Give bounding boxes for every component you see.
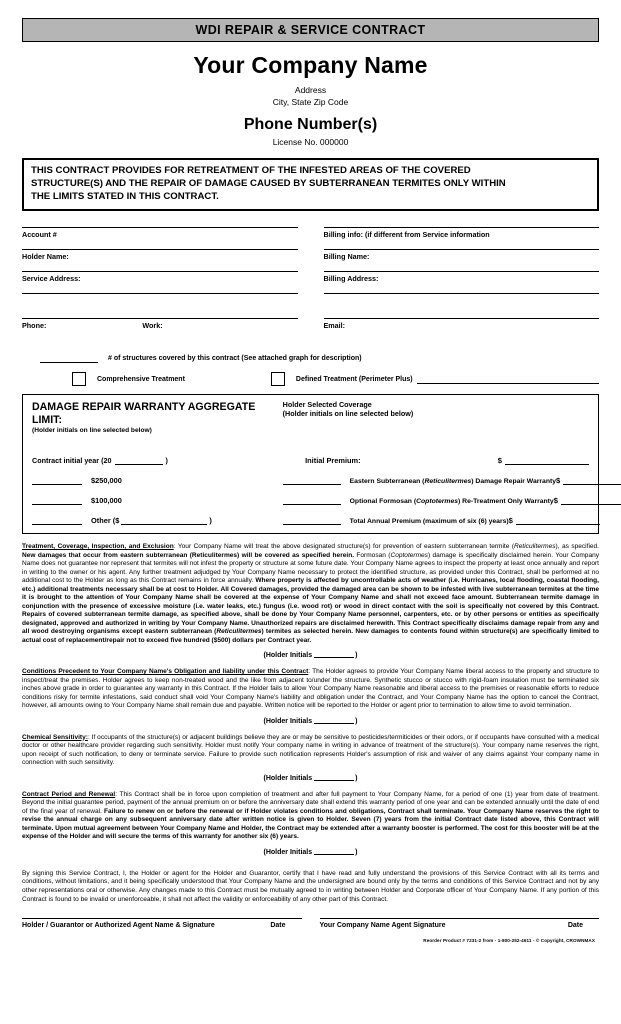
field-email[interactable] [324,318,600,330]
field-billing-info[interactable] [324,227,600,239]
notice-line-2: STRUCTURE(S) AND THE REPAIR OF DAMAGE CAUSED BY SUBTERRANEAN TERMITES ONLY WITHIN [31,177,506,189]
billing-info-label: Billing info: (if different from Service information [323,230,490,240]
limit-100k-group [32,496,283,505]
customer-info-fields [22,227,599,340]
warranty-limit-header [32,401,283,435]
section-1-text-b: ), as specified. [555,543,600,551]
notice-line-1: THIS CONTRACT PROVIDES FOR RETREATMENT OF THE INFESTED AREAS OF THE COVERED [31,164,471,176]
address-line-1: Address [294,85,327,95]
holder-initials-1-line[interactable] [314,657,354,658]
holder-initials-3-label: (Holder Initials [263,774,313,782]
agent-signature-labels [320,919,600,929]
coverage-formosan-initials-line[interactable] [283,496,341,505]
comprehensive-treatment-label: Comprehensive Treatment [97,375,185,383]
contract-year-close: ) [165,456,168,466]
warranty-row-250k [32,476,589,485]
section-treatment-coverage [22,543,599,645]
holder-initials-4-line[interactable] [314,854,354,855]
coverage-formosan-label: Optional Formosan (Coptotermes) Re-Treatment Only Warranty [349,498,554,506]
company-phone: Phone Number(s) [243,115,378,133]
section-1-text-d: ) damage is specifically disclaimed herein. Your Company Name does not guarantee nor represent that termites will not infest the property or structure at some future date. Your Company Name agrees to inspect the property at least once annually and report in writing to the owner or his agent. Any further treatment adjudged by Your Company Name necessary to protect the identified structure, as provided under this Contract, shall be performed at no additional cost to the Holder as long as this Contract remains in force annually. [22,551,600,585]
coverage-eastern-subterranean-group [283,476,589,485]
service-info-column [22,227,298,340]
contract-terms [22,543,599,856]
contract-year-label: Contract initial year (20 [32,456,112,466]
signature-block [22,918,599,929]
section-chemical-sensitivity [22,734,599,768]
structures-count-row [22,353,599,363]
holder-name-label: Holder Name: [22,252,69,262]
total-premium-currency: $ [508,516,513,526]
limit-other-amount-input[interactable] [121,517,207,525]
coverage-eastern-label: Eastern Subterranean (Reticulitermes) Damage Repair Warranty [349,478,557,486]
section-1-bold-c: ) termites as selected herein. New damages to contents found within structure(s) are specifically limited to actual cost of replacement/repair not to exceed five hundred ($500) dollars per Contract year. [22,628,599,644]
section-3-heading: Chemical Sensitivity: [22,733,88,741]
warranty-limits-box [22,394,599,534]
holder-initials-3-line[interactable] [314,780,354,781]
billing-name-label: Billing Name: [323,252,370,262]
section-1-italic-b: Coptotermes [390,551,428,559]
holder-initials-2[interactable]: (Holder Initials ) [263,717,358,725]
section-2-text: : The Holder agrees to provide Your Company Name liberal access to the property and structure to inspect/treat the premises. Holder agrees to keep non-treated wood and the like from adjacent to/under the structure. Synthetic stucco or stucco with rigid-foam insulation must be terminated six inches above grade in order to guarantee any warranty in this Contract. If the Holder fails to allow Your Company Name reasonable and liberal access to the premises or reasonable efforts to reduce conditions risky for termite infestations, said conduct shall void Your Company Name's liability and obligation under the Contract, and Your Company Name has the option to cancel the Contract, however, all amounts owing to Your Company Name shall remain due and payable. Written notice will be reported to the Holder or agent prior to termination to allow time to avoid termination. [22,668,600,710]
limit-other-initials-line[interactable] [32,516,82,525]
coverage-formosan-amount-input[interactable] [561,496,621,505]
initial-premium-input[interactable] [505,456,589,465]
company-address [18,84,603,109]
holder-initials-4-label: (Holder Initials [263,848,313,856]
limit-100k-initials-line[interactable] [32,496,82,505]
warranty-subtitle: (Holder initials on line selected below) [32,426,152,434]
contract-year-and-initial-premium-row [32,447,589,465]
billing-info-column [324,227,600,340]
document-title-bar: WDI REPAIR & SERVICE CONTRACT [22,18,599,42]
section-1-bold-a: New damages that occur from eastern subterranean (Reticulitermes) will be covered as specified herein. [22,551,355,559]
treatment-type-row [22,372,599,386]
section-4-text-a: : This Contract shall be in force upon completion of treatment and after full payment to Your Company Name, for a period of one (1) year from date of treatment. Beyond the initial guarantee period, payment of the annual premium on or before the anniversary date shall extend this warranty period of one year and can be extended annually until the date of end of the final year of renewal. [22,790,599,815]
section-1-text-c: Formosan ( [354,551,391,559]
warranty-row-100k [32,496,589,505]
section-conditions-precedent [22,668,599,711]
spacer [324,294,600,308]
coverage-eastern-amount-input[interactable] [563,476,621,485]
total-premium-amount-input[interactable] [516,516,600,525]
limit-250k-group [32,476,283,485]
checkbox-defined-treatment[interactable] [271,372,285,386]
work-label: Work: [142,321,163,331]
coverage-eastern-initials-line[interactable] [283,476,341,485]
defined-treatment-input-line[interactable] [417,375,599,384]
field-service-address[interactable] [22,271,298,283]
holder-initials-1-label: (Holder Initials [263,652,313,660]
holder-signature-date-label: Date [270,922,286,930]
agent-signature-date-label: Date [567,922,583,930]
field-service-address-line2[interactable] [22,293,298,308]
limit-100k-amount: $100,000 [91,496,122,506]
address-line-2: City, State Zip Code [272,97,349,108]
limit-other-label: Other ($ [91,516,120,526]
structures-count-input[interactable] [40,353,98,363]
section-1-text-a: : Your Company Name will treat the above designated structure(s) for prevention of eastern subterranean termite ( [173,543,515,551]
checkbox-comprehensive-treatment[interactable] [72,372,86,386]
initial-premium-currency: $ [497,456,502,466]
account-number-label: Account # [22,230,57,240]
agent-signature-label: Your Company Name Agent Signature [319,922,446,930]
holder-initials-2-label: (Holder Initials [263,717,313,725]
warranty-title: DAMAGE REPAIR WARRANTY AGGREGATE LIMIT: [32,401,256,426]
phone-work-labels [22,319,298,330]
email-label: Email: [323,321,346,331]
field-billing-address[interactable] [324,271,600,283]
section-contract-period-renewal [22,791,599,842]
section-2-heading: Conditions Precedent to Your Company Name's Obligation and liability under this Contract [22,668,309,676]
coverage-formosan-group [283,496,589,505]
coverage-formosan-currency: $ [553,496,558,506]
company-name: Your Company Name [193,52,428,78]
field-phone-work[interactable] [22,318,298,330]
holder-signature-column [22,918,302,929]
limit-other-group [32,516,283,525]
coverage-eastern-italic: Reticulitermes [424,478,472,486]
notice-line-3: THE LIMITS STATED IN THIS CONTRACT. [31,190,219,202]
warranty-headers [32,401,589,435]
service-address-label: Service Address: [22,274,81,284]
contract-year-input[interactable] [115,457,163,465]
contract-notice-box [22,158,599,212]
section-3-text: : If occupants of the structure(s) or adjacent buildings believe they are or may be sensitive to pesticides/termiticides or their odors, or if occupants have consulted with a medical doctor or other healthcare provider regarding such sensitivity. Holder must notify Your company name in writing in advance of treatment of the structure(s). Your company name reserves the right, upon receipt of such notification, to deny or terminate service. Failure to provide such notification represents Holder's assumption of risk and waiver of any claims against Your company name in connection with such sensitivity. [22,733,600,767]
signing-acknowledgement: By signing this Service Contract, I, the Holder or agent for the Holder and Guarantor, certify that I have read and fully understand the provisions of this Service Contract with all its terms and conditions, without limitations, and it being specifically understood that Your Company Name and the undersigned are bound only by the terms and conditions of this Service Contract and not by any other representations oral or otherwise. Any changes made to this Contract must be mutually agreed to in writing between Holder and Corporate officer of Your Company Name. If any portion of this Contract is found to be invalid or unenforceable, it shall not affect the validity or enforceability of any other part of this Contract. [22,869,599,903]
field-billing-name[interactable] [324,249,600,261]
holder-initials-4[interactable]: (Holder Initials ) [263,848,358,856]
defined-treatment-label: Defined Treatment (Perimeter Plus) [295,375,413,383]
coverage-subtitle: (Holder initials on line selected below) [282,409,414,419]
structures-count-label: # of structures covered by this contract (See attached graph for description) [108,355,362,363]
holder-initials-3[interactable]: (Holder Initials ) [263,774,358,782]
coverage-eastern-currency: $ [556,476,561,486]
phone-label: Phone: [22,321,47,331]
total-premium-label: Total Annual Premium (maximum of six (6) years) [349,518,509,526]
section-1-bold-italic: Reticulitermes [216,628,262,636]
holder-coverage-header [283,401,589,435]
limit-250k-initials-line[interactable] [32,476,82,485]
reorder-footer: Reorder Product # 7231-2 from - 1-800-252-4611 - © Copyright, CROWNMAX [423,938,595,944]
section-4-heading: Contract Period and Renewal [22,790,116,798]
contract-initial-year [32,456,168,465]
section-1-heading: Treatment, Coverage, Inspection, and Exclusion [22,543,174,551]
section-1-bold-b: Where property is affected by uncontrollable acts of weather (i.e. Hurricanes, local flooding, coastal flooding, etc.) additional treatments necessary shall be at cost to Holder. All Covered damages, provided the damaged area can be shown to be infested with live subterranean termites at the time it is brought to the attention of Your Company Name shall be covered at the expense of Your Company Name and shall not exceed face amount. Subterranean termite damage in conjunction with the presence of excessive moisture (i.e. water leaks, etc.) fungus (i.e. wood rot) or wood in direct contact with the soil is specifically not covered by this Contract. Repairs of covered subterranean termite damage, as specified above, shall be done by Your Company Name personnel, carpenters, etc. or by other persons or entities as specifically designated, approved and authorized in writing by Your Company Name. Unauthorized repairs are disclaimed herewith. This Contract specifically disclaims damage repair from any and all wood destroying organisms except eastern subterranean ( [22,577,599,636]
warranty-row-other [32,516,589,525]
coverage-formosan-italic: Coptotermes [416,498,459,506]
spacer [22,294,298,308]
total-annual-premium-group [283,516,589,525]
billing-address-label: Billing Address: [323,274,379,284]
agent-signature-column [320,918,600,929]
section-4-bold: Failure to renew on or before the renewal or if Holder violates conditions and obligations, Contract shall terminate. Your Company Name reserves the right to revise the annual charge on any subsequent anniversary date after written notice is given to Holder. Seven (7) years from the initial Contract date listed above, this Contract will terminate. Upon mutual agreement between Your Company Name and Holder, the Contract may be extended after a warranty booster is performed. The cost for this booster will be at the expense of the Holder and will secure the terms of this warranty for another six (6) years. [22,807,600,841]
coverage-title: Holder Selected Coverage [282,400,372,410]
field-account-number[interactable] [22,227,298,239]
initial-premium-label: Initial Premium: [305,456,361,466]
section-1-italic-a: Reticulitermes [514,543,556,551]
total-premium-initials-line[interactable] [283,516,341,525]
holder-initials-2-line[interactable] [314,723,354,724]
limit-other-close: ) [209,516,212,526]
field-holder-name[interactable] [22,249,298,261]
holder-initials-1[interactable]: (Holder Initials ) [263,652,358,660]
field-billing-address-line2[interactable] [324,293,600,308]
limit-250k-amount: $250,000 [91,476,122,486]
holder-signature-labels [22,919,302,929]
holder-signature-label: Holder / Guarantor or Authorized Agent Name & Signature [22,922,215,930]
company-license: License No. 000000 [272,136,349,147]
